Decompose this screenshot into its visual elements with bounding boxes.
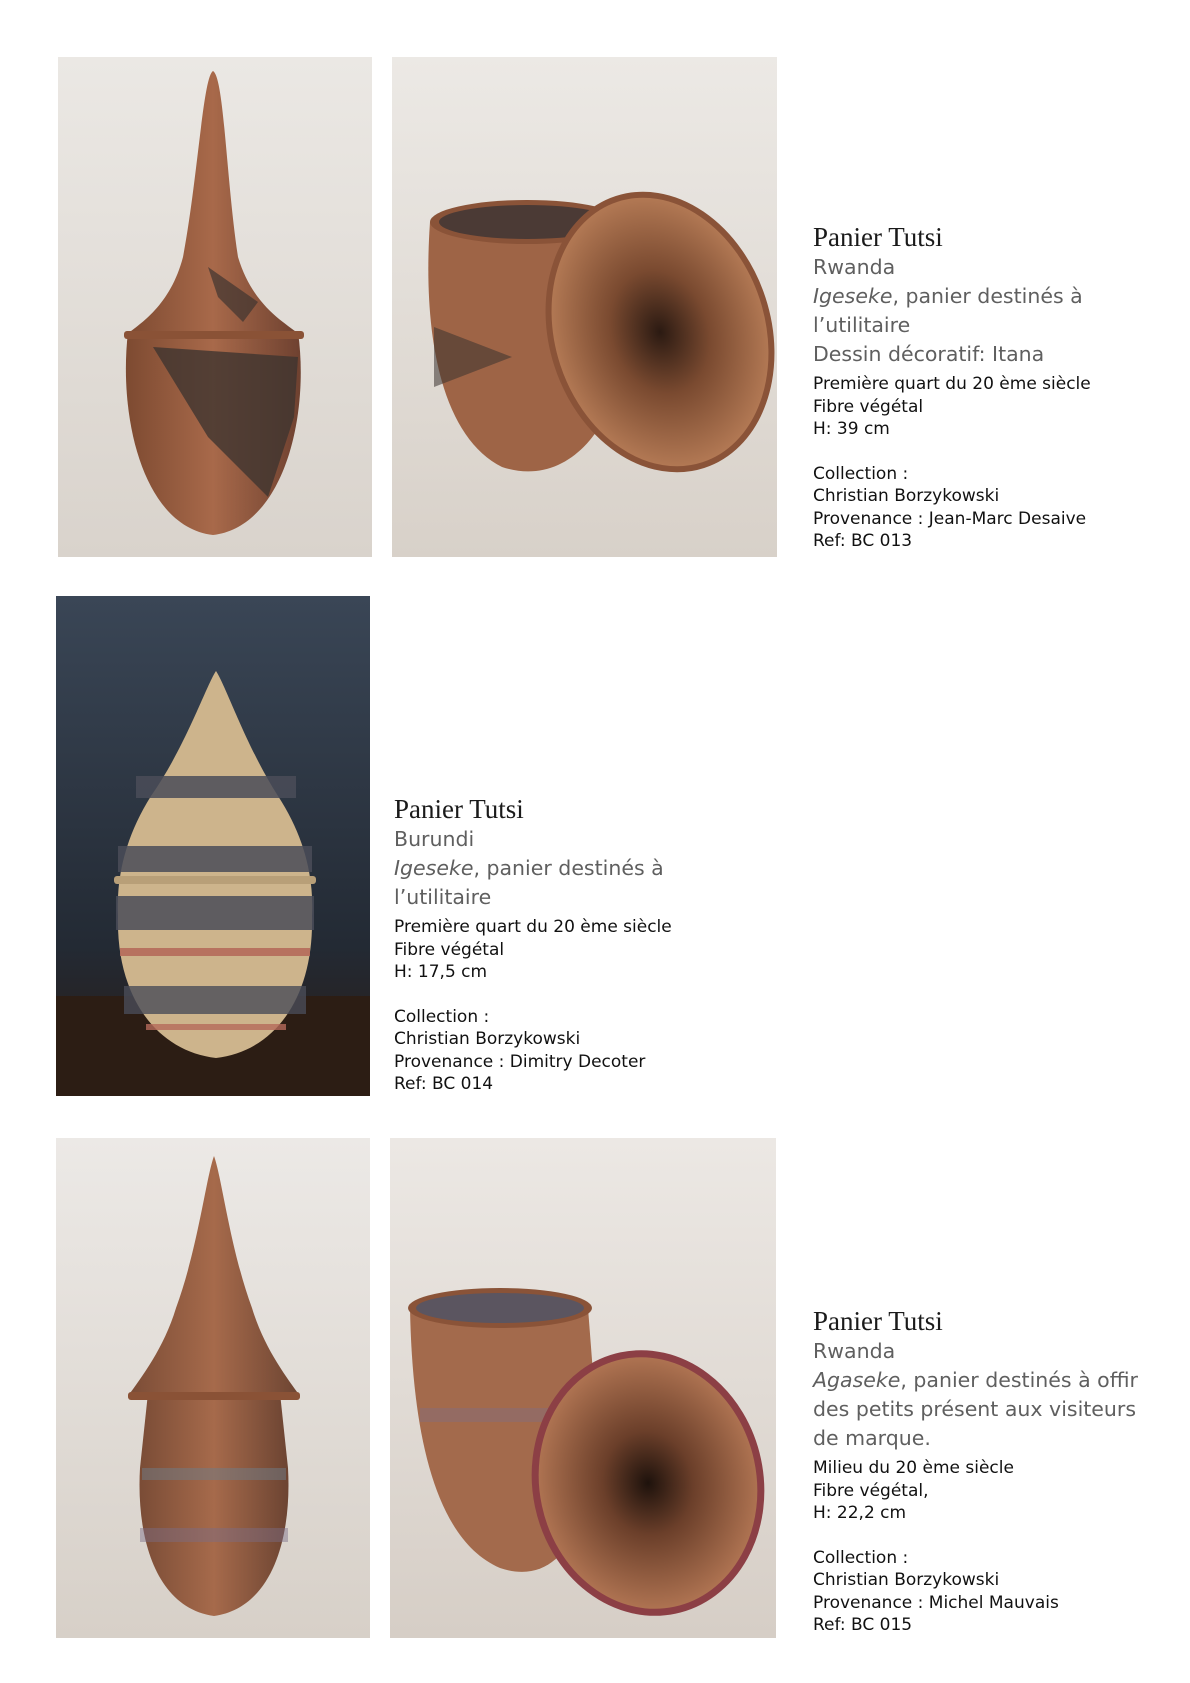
basket-photo-bc015-closed [56, 1138, 370, 1638]
item-material: Fibre végétal, [813, 1480, 929, 1501]
item-period: Milieu du 20 ème siècle [813, 1458, 1014, 1478]
basket-photo-bc013-open [392, 57, 777, 557]
item-period: Première quart du 20 ème siècle [394, 917, 672, 937]
item-type-name: Igeseke [813, 284, 893, 308]
item-ref: Ref: BC 015 [813, 1615, 913, 1635]
item-provenance: Provenance : Jean-Marc Desaive [813, 508, 1087, 529]
item-type [394, 854, 724, 912]
item-details [394, 916, 724, 1096]
item-provenance: Provenance : Michel Mauvais [813, 1592, 1059, 1613]
item-ref: Ref: BC 014 [394, 1074, 494, 1094]
item-collection-label: Collection : [813, 463, 909, 484]
item-country: Rwanda [813, 1339, 896, 1363]
basket-photo-bc015-open [390, 1138, 776, 1638]
item-ref: Ref: BC 013 [813, 531, 913, 551]
item-collection-label: Collection : [394, 1006, 490, 1027]
item-details [813, 373, 1143, 553]
item-type-description: , panier destinés à l’utilitaire [394, 856, 664, 909]
item-material: Fibre végétal [813, 396, 924, 417]
caption-bc014 [394, 794, 724, 1096]
item-title: Panier Tutsi [394, 794, 524, 824]
basket-photo-bc014 [56, 596, 370, 1096]
item-collector: Christian Borzykowski [813, 486, 1000, 506]
item-details [813, 1457, 1158, 1637]
item-type [813, 1366, 1158, 1453]
basket-photo-bc013-closed [58, 57, 372, 557]
item-height: H: 17,5 cm [394, 962, 488, 982]
item-country: Rwanda [813, 255, 896, 279]
item-type-description: , panier destinés à offir des petits présent aux visiteurs de marque. [813, 1368, 1138, 1450]
item-title: Panier Tutsi [813, 1306, 943, 1336]
item-collection-label: Collection : [813, 1547, 909, 1568]
item-material: Fibre végétal [394, 939, 505, 960]
item-type [813, 282, 1143, 340]
item-title: Panier Tutsi [813, 222, 943, 252]
item-country: Burundi [394, 827, 475, 851]
item-type-name: Igeseke [394, 856, 474, 880]
caption-bc015 [813, 1306, 1158, 1637]
item-provenance: Provenance : Dimitry Decoter [394, 1051, 646, 1072]
item-period: Première quart du 20 ème siècle [813, 374, 1091, 394]
item-collector: Christian Borzykowski [394, 1029, 581, 1049]
caption-bc013 [813, 222, 1143, 553]
item-type-name: Agaseke [813, 1368, 901, 1392]
item-type-description: , panier destinés à l’utilitaire [813, 284, 1083, 337]
item-height: H: 22,2 cm [813, 1503, 907, 1523]
item-collector: Christian Borzykowski [813, 1570, 1000, 1590]
item-height: H: 39 cm [813, 419, 890, 439]
item-design: Dessin décoratif: Itana [813, 342, 1045, 366]
